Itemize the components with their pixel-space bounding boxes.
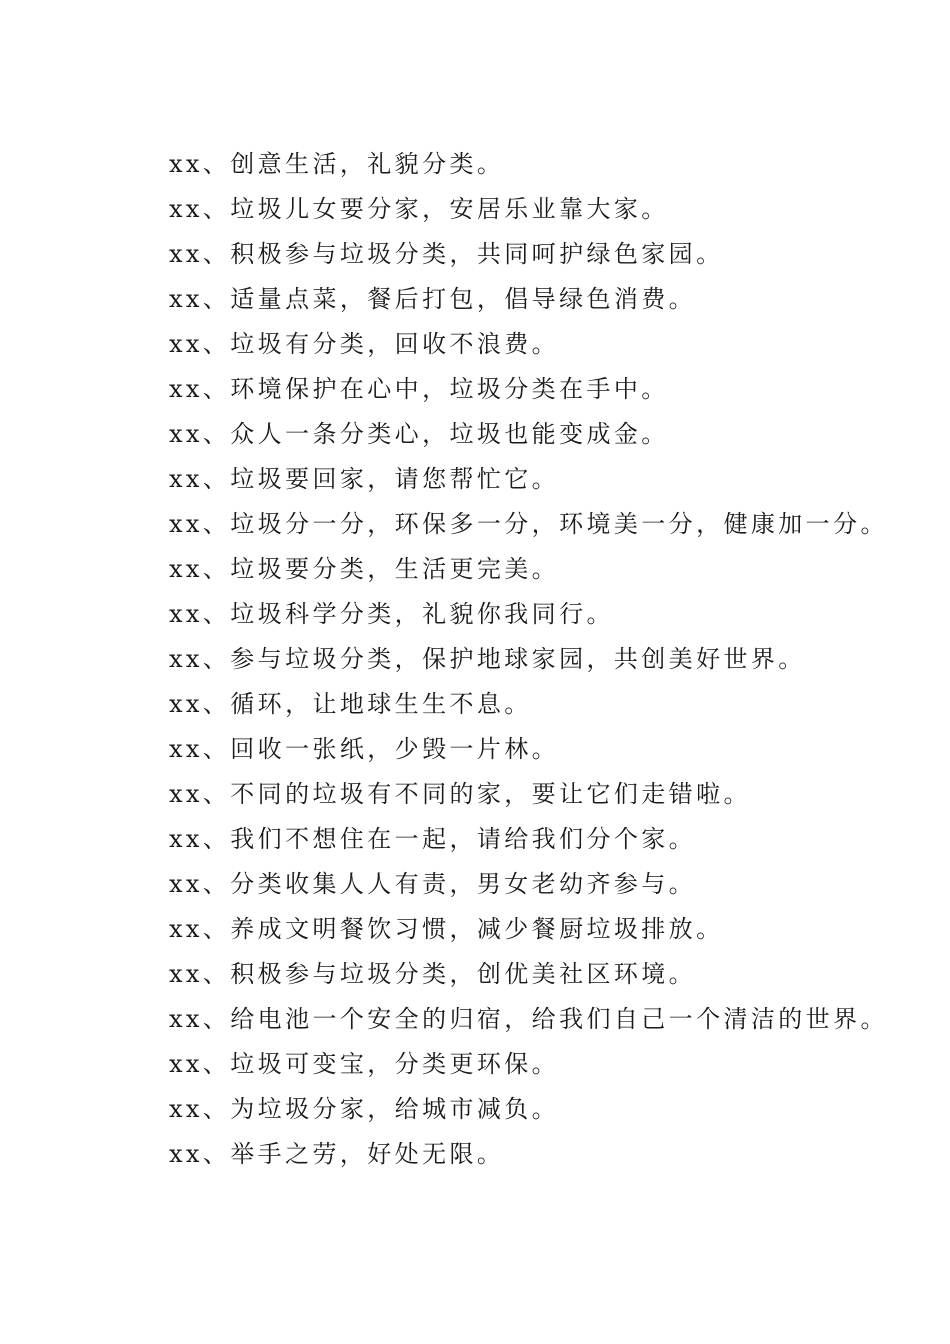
slogan-item: xx、回收一张纸，少毁一片林。: [169, 735, 560, 763]
slogan-item: xx、积极参与垃圾分类，共同呵护绿色家园。: [169, 240, 724, 268]
slogan-item: xx、给电池一个安全的归宿，给我们自己一个清洁的世界。: [169, 1005, 888, 1033]
slogan-item: xx、垃圾可变宝，分类更环保。: [169, 1050, 560, 1078]
slogan-item: xx、参与垃圾分类，保护地球家园，共创美好世界。: [169, 645, 806, 673]
slogan-item: xx、循环，让地球生生不息。: [169, 690, 532, 718]
slogan-item: xx、垃圾儿女要分家，安居乐业靠大家。: [169, 195, 669, 223]
slogan-item: xx、垃圾要分类，生活更完美。: [169, 555, 560, 583]
slogan-item: xx、垃圾分一分，环保多一分，环境美一分，健康加一分。: [169, 510, 888, 538]
slogan-item: xx、我们不想住在一起，请给我们分个家。: [169, 825, 697, 853]
slogan-list: [169, 142, 888, 1177]
slogan-item: xx、创意生活，礼貌分类。: [169, 150, 505, 178]
slogan-item: xx、积极参与垃圾分类，创优美社区环境。: [169, 960, 697, 988]
slogan-item: xx、不同的垃圾有不同的家，要让它们走错啦。: [169, 780, 751, 808]
slogan-item: xx、垃圾要回家，请您帮忙它。: [169, 465, 560, 493]
slogan-item: xx、垃圾有分类，回收不浪费。: [169, 330, 560, 358]
slogan-item: xx、为垃圾分家，给城市减负。: [169, 1095, 560, 1123]
slogan-item: xx、垃圾科学分类，礼貌你我同行。: [169, 600, 614, 628]
slogan-item: xx、众人一条分类心，垃圾也能变成金。: [169, 420, 669, 448]
slogan-item: xx、举手之劳，好处无限。: [169, 1140, 505, 1168]
slogan-item: xx、环境保护在心中，垃圾分类在手中。: [169, 375, 669, 403]
slogan-item: xx、养成文明餐饮习惯，减少餐厨垃圾排放。: [169, 915, 724, 943]
slogan-item: xx、适量点菜，餐后打包，倡导绿色消费。: [169, 285, 697, 313]
slogan-item: xx、分类收集人人有责，男女老幼齐参与。: [169, 870, 697, 898]
